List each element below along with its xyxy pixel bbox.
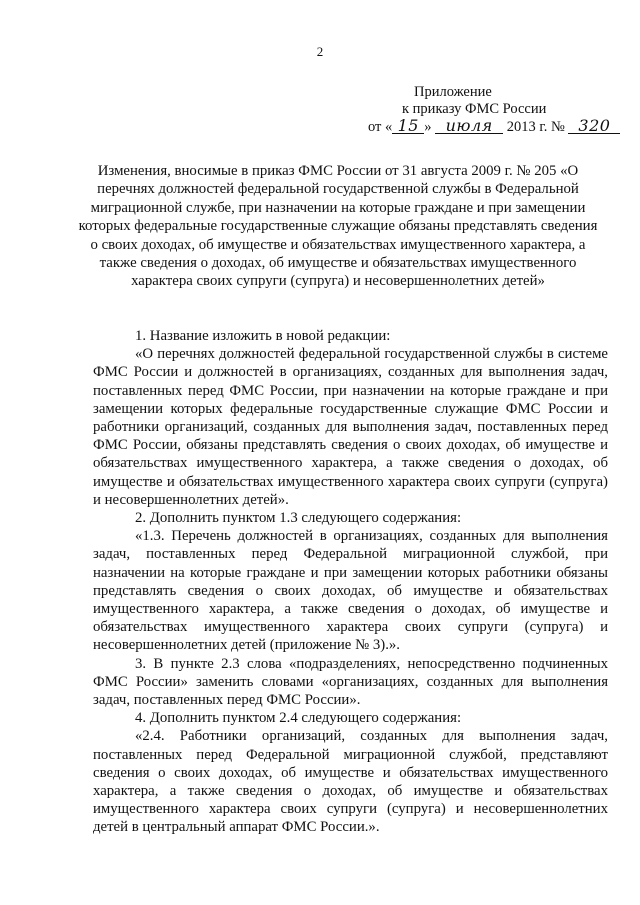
page-number: 2 xyxy=(316,44,324,59)
paragraph-2: «О перечнях должностей федеральной государственной службы в системе ФМС России и должностей в организациях, созданных для выполнения задач, поставленных перед ФМС России, при назначении на которые граждане и при замещении которых федеральные государственные служащие ФМС России и работники организаций, созданных для выполнения задач, поставленных перед ФМС России, обязаны представлять сведения о своих доходах, об имуществе и обязательствах имущественного характера, а также сведения о доходах, об имуществе и обязательствах имущественного характера своих супруги (супруга) и несовершеннолетних детей». xyxy=(93,346,608,508)
document-title: Изменения, вносимые в приказ ФМС России от 31 августа 2009 г. № 205 «О перечнях должностей федеральной государственной службы в Федеральной миграционной службе, при назначении на которые граждане и при замещении которых федеральные государственные служащие обязаны представлять сведения о своих доходах, об имуществе и обязательствах имущественного характера, а также сведения о доходах, об имуществе и обязательствах имущественного характера своих супруги (супруга) и несовершеннолетних детей» xyxy=(78,163,598,290)
appendix-date-line xyxy=(368,116,611,136)
date-prefix: от « xyxy=(368,119,393,135)
date-year: 2013 г. № xyxy=(506,119,565,135)
appendix-label: Приложение xyxy=(414,84,492,100)
paragraph-6: 4. Дополнить пунктом 2.4 следующего содержания: xyxy=(135,710,462,727)
appendix-block xyxy=(368,84,611,136)
paragraph-1: 1. Название изложить в новой редакции: xyxy=(135,328,391,344)
paragraph-7: «2.4. Работники организаций, созданных для выполнения задач, поставленных перед Федеральной миграционной службой, представляют сведения о своих доходах, об имуществе и обязательствах имущественного характера, а также сведения о доходах, об имуществе и обязательствах имущественного характера своих супруги (супруга) и несовершеннолетних детей в центральный аппарат ФМС России.». xyxy=(93,728,608,836)
paragraph-5: 3. В пункте 2.3 слова «подразделениях, непосредственно подчиненных ФМС России» заменить словами «организациях, созданных для выполнения задач, поставленных перед ФМС России». xyxy=(93,655,608,709)
date-quote-close: » xyxy=(424,119,432,135)
handwritten-order-number: 320 xyxy=(568,118,620,134)
appendix-order-ref: к приказу ФМС России xyxy=(402,101,547,117)
handwritten-day: 15 xyxy=(392,118,424,134)
document-body xyxy=(93,327,608,837)
handwritten-month: июля xyxy=(435,118,503,134)
paragraph-4: «1.3. Перечень должностей в организациях, созданных для выполнения задач, поставленных перед Федеральной миграционной службой, при назначении на которые граждане и при замещении которых работники обязаны представлять сведения о своих доходах, об имуществе и обязательствах имущественного характера, а также сведения о доходах, об имуществе и обязательствах имущественного характера своих супруги (супруга) и несовершеннолетних детей (приложение № 3).». xyxy=(93,528,608,654)
paragraph-3: 2. Дополнить пунктом 1.3 следующего содержания: xyxy=(135,510,462,527)
